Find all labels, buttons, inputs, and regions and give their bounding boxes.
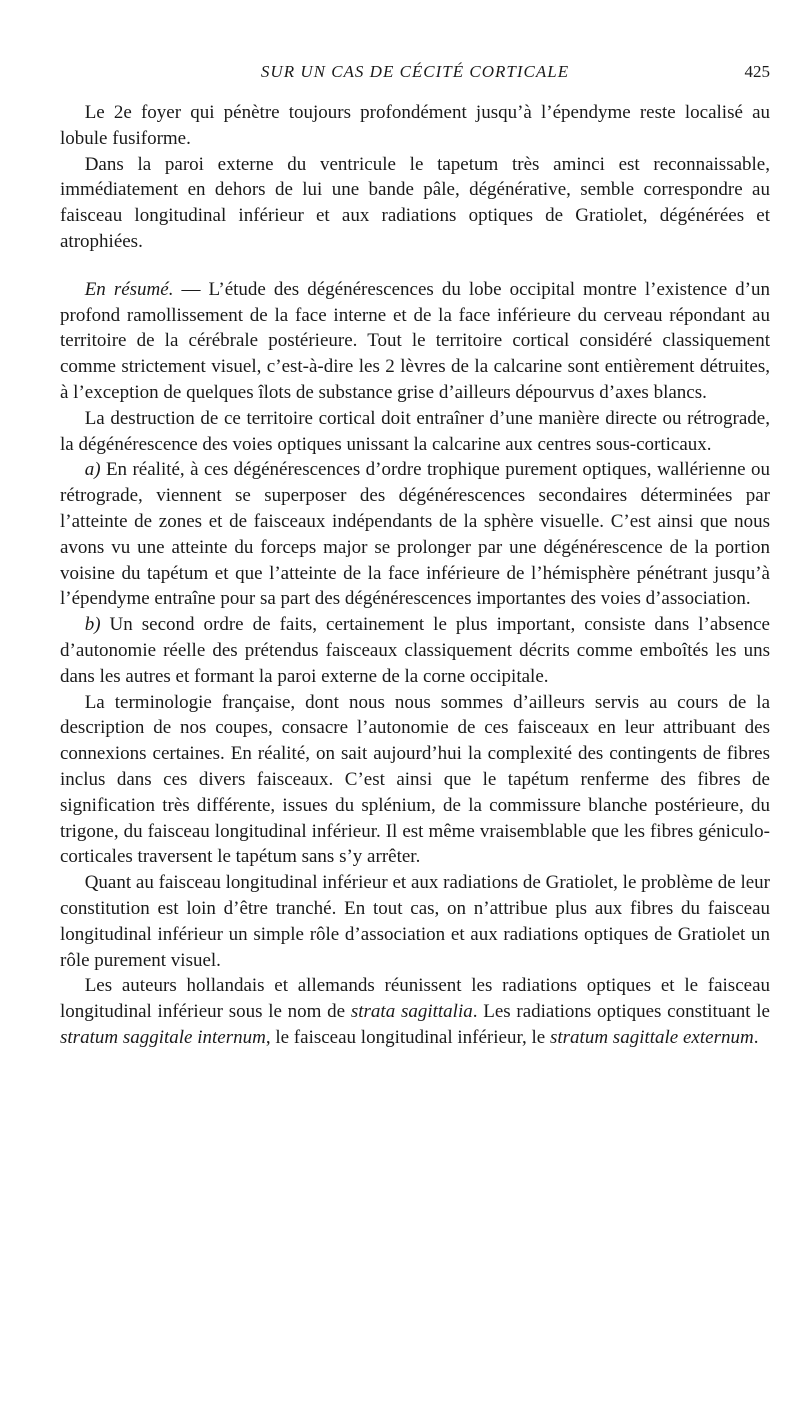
paragraph-2: Dans la paroi externe du ventricule le tapetum très aminci est reconnaissable, immédiatement en dehors de lui une bande pâle, dégénérative, semble correspondre au faisceau longitudinal inférieur et aux radiations optiques de Gratiolet, dégénérées et atrophiées. xyxy=(60,153,770,252)
term-stratum-externum: stratum sagittale externum xyxy=(549,1026,754,1048)
p9-part-a: Les auteurs hollandais et allemands réunissent les radiations optiques et le faisceau longitudinal inférieur sous le nom de xyxy=(60,975,770,1023)
summary-lead: En résumé. xyxy=(84,278,174,300)
p9-part-c: , le faisceau longitudinal inférieur, le xyxy=(265,1026,550,1048)
page-number: 425 xyxy=(744,62,770,81)
page-header xyxy=(60,62,770,86)
item-b-text: Un second ordre de faits, certainement le plus important, consiste dans l’absence d’autonomie réelle des prétendus faisceaux classiquement décrits comme emboîtés les uns dans les autres et formant la paroi externe de la corne occipitale. xyxy=(60,614,770,687)
body-text xyxy=(60,100,770,1051)
paragraph-5 xyxy=(60,457,770,612)
paragraph-6 xyxy=(60,612,770,689)
paragraph-1: Le 2e foyer qui pénètre toujours profondément jusqu’à l’épendyme reste localisé au lobule fusiforme. xyxy=(60,102,770,149)
item-a-label: a) xyxy=(84,459,101,481)
paragraph-8: Quant au faisceau longitudinal inférieur et aux radiations de Gratiolet, le problème de leur constitution est loin d’être tranché. En tout cas, on n’attribue plus aux fibres du faisceau longitudinal inférieur un simple rôle d’association et aux radiations optiques de Gratiolet un rôle purement visuel. xyxy=(60,872,770,971)
item-a-text: En réalité, à ces dégénérescences d’ordre trophique purement optiques, wallérienne ou rétrograde, viennent se superposer des dégénérescences secondaires déterminées par l’atteinte de zones et de faisceaux indépendants de la sphère visuelle. C’est ainsi que nous avons vu une atteinte du forceps major se prolonger par une dégénérescence de la portion voisine du tapétum et que l’atteinte de la face inférieure de l’hémisphère pénétrant jusqu’à l’épendyme entraîne pour sa part des dégénérescences importantes des voies d’association. xyxy=(60,459,770,610)
summary-text: — L’étude des dégénérescences du lobe occipital montre l’existence d’un profond ramollissement de la face interne et de la face inférieure du cerveau répondant au territoire de la cérébrale postérieure. Tout le territoire cortical considéré classiquement comme strictement visuel, c’est-à-dire les 2 lèvres de la calcarine sont entièrement détruites, à l’exception de quelques îlots de substance grise d’ailleurs dépourvus d’axes blancs. xyxy=(60,278,770,403)
paragraph-7: La terminologie française, dont nous nous sommes d’ailleurs servis au cours de la description de nos coupes, consacre l’autonomie de ces faisceaux en leur attribuant des connexions certaines. En réalité, on sait aujourd’hui la complexité des contingents de fibres inclus dans ces divers faisceaux. C’est ainsi que le tapétum renferme des fibres de signification très différente, issues du splénium, de la commissure blanche postérieure, du trigone, du faisceau longitudinal inférieur. Il est même vraisemblable que les fibres géniculo-corticales traversent le tapétum sans s’y arrêter. xyxy=(60,691,770,868)
p9-part-b: . Les radiations optiques constituant le xyxy=(472,1001,770,1023)
paragraph-3 xyxy=(60,277,770,406)
running-title: SUR UN CAS DE CÉCITÉ CORTICALE xyxy=(260,62,570,81)
term-stratum-internum: stratum saggitale internum xyxy=(60,1026,266,1048)
paragraph-9 xyxy=(60,973,770,1050)
item-b-label: b) xyxy=(84,614,101,636)
paragraph-4: La destruction de ce territoire cortical doit entraîner d’une manière directe ou rétrograde, la dégénérescence des voies optiques unissant la calcarine aux centres sous-corticaux. xyxy=(60,407,770,455)
term-strata-sagittalia: strata sagittalia xyxy=(350,1001,473,1023)
p9-part-d: . xyxy=(753,1026,759,1048)
